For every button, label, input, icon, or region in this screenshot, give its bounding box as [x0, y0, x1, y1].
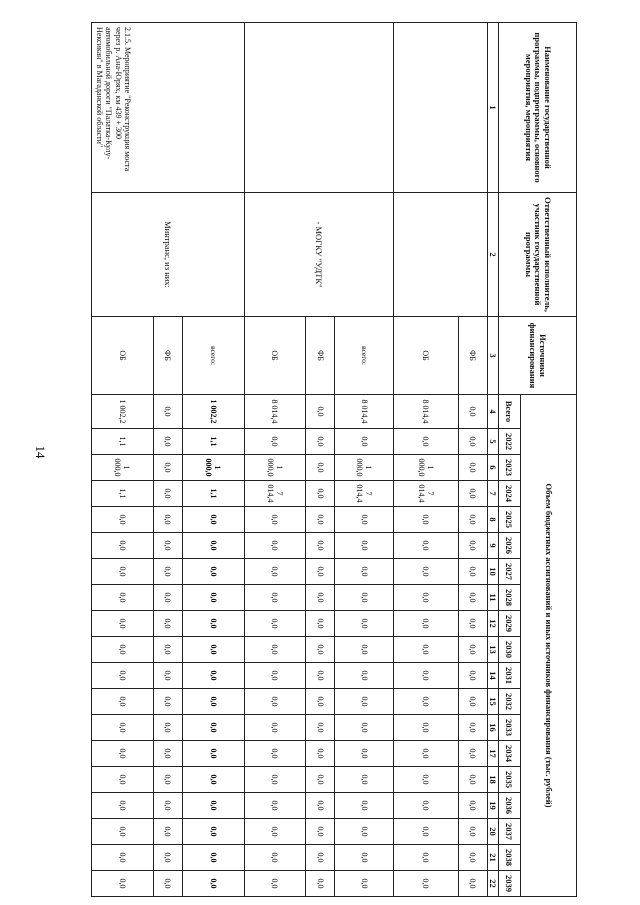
- header-responsible: Ответственный исполнитель, участник государственной программы: [499, 193, 577, 317]
- year-value: 0,0: [182, 715, 244, 741]
- funding-source: всего:: [335, 317, 393, 395]
- year-value: 0,0: [153, 663, 182, 689]
- column-number: 14: [488, 663, 499, 689]
- year-value: 0,0: [92, 715, 154, 741]
- year-value: 0,0: [306, 767, 335, 793]
- year-value: 0,0: [182, 689, 244, 715]
- year-value: 0,0: [306, 871, 335, 897]
- year-value: 0,0: [458, 507, 487, 533]
- year-value: 0,0: [153, 689, 182, 715]
- year-value: 0,0: [393, 429, 458, 455]
- year-value: 0,0: [393, 689, 458, 715]
- header-year: 2035: [499, 767, 521, 793]
- column-number: 10: [488, 559, 499, 585]
- year-value: 0,0: [153, 871, 182, 897]
- column-number: 3: [488, 317, 499, 395]
- year-value: 0,0: [458, 689, 487, 715]
- funding-source: ФБ: [458, 317, 487, 395]
- column-number: 8: [488, 507, 499, 533]
- column-number: 16: [488, 715, 499, 741]
- funding-source: всего:: [182, 317, 244, 395]
- year-value: 0,0: [458, 793, 487, 819]
- year-value: 0,0: [153, 533, 182, 559]
- year-value: 1 000,0: [393, 455, 458, 481]
- year-value: 0,0: [393, 663, 458, 689]
- year-value: 0,0: [393, 819, 458, 845]
- year-value: 0,0: [182, 611, 244, 637]
- total-value: 0,0: [306, 395, 335, 429]
- page-number: 14: [33, 445, 48, 459]
- header-year: 2023: [499, 455, 521, 481]
- year-value: 0,0: [335, 507, 393, 533]
- year-value: 0,0: [306, 663, 335, 689]
- header-year: 2036: [499, 793, 521, 819]
- year-value: 0,0: [335, 637, 393, 663]
- header-year: 2031: [499, 663, 521, 689]
- year-value: 1 000,0: [244, 455, 306, 481]
- responsible-executor: [393, 193, 487, 317]
- year-value: 0,0: [306, 585, 335, 611]
- year-value: 0,0: [182, 637, 244, 663]
- total-value: 8 014,4: [244, 395, 306, 429]
- year-value: 0,0: [92, 741, 154, 767]
- year-value: 0,0: [92, 637, 154, 663]
- header-year: 2039: [499, 871, 521, 897]
- funding-source: ФБ: [153, 317, 182, 395]
- year-value: 0,0: [458, 741, 487, 767]
- funding-source: ФБ: [306, 317, 335, 395]
- year-value: 0,0: [335, 845, 393, 871]
- year-value: 0,0: [306, 533, 335, 559]
- year-value: 0,0: [244, 767, 306, 793]
- year-value: 0,0: [458, 585, 487, 611]
- year-value: 0,0: [182, 741, 244, 767]
- column-number: 17: [488, 741, 499, 767]
- activity-name: [244, 23, 393, 193]
- year-value: 0,0: [306, 507, 335, 533]
- total-value: 8 014,4: [335, 395, 393, 429]
- year-value: 0,0: [244, 871, 306, 897]
- year-value: 0,0: [458, 715, 487, 741]
- year-value: 0,0: [153, 507, 182, 533]
- total-value: 1 002,2: [182, 395, 244, 429]
- table-row: [458, 23, 487, 897]
- year-value: 0,0: [92, 793, 154, 819]
- year-value: 0,0: [393, 871, 458, 897]
- year-value: 0,0: [393, 793, 458, 819]
- rotated-table-canvas: [91, 22, 577, 896]
- column-number: 11: [488, 585, 499, 611]
- year-value: 0,0: [335, 741, 393, 767]
- header-year: 2034: [499, 741, 521, 767]
- year-value: 0,0: [244, 741, 306, 767]
- table-row: [182, 23, 244, 897]
- year-value: 0,0: [153, 429, 182, 455]
- header-year: 2026: [499, 533, 521, 559]
- year-value: 0,0: [306, 455, 335, 481]
- funding-source: ОБ: [92, 317, 154, 395]
- year-value: 0,0: [306, 845, 335, 871]
- year-value: 0,0: [306, 559, 335, 585]
- year-value: 1,1: [92, 429, 154, 455]
- year-value: 0,0: [306, 689, 335, 715]
- column-number: 1: [488, 23, 499, 193]
- year-value: 1 000,0: [335, 455, 393, 481]
- activity-name: 2.1.5. Мероприятие "Реконструкция моста через р. Ана-Юрях, км 439 + 300 автомобильной дороги "Палатка-Кулу-Нексикан" в Магаданской области": [92, 23, 245, 193]
- year-value: 0,0: [458, 429, 487, 455]
- header-year: 2029: [499, 611, 521, 637]
- column-number: 13: [488, 637, 499, 663]
- column-number: 7: [488, 481, 499, 507]
- header-year: 2022: [499, 429, 521, 455]
- funding-source: ОБ: [244, 317, 306, 395]
- year-value: 0,0: [153, 819, 182, 845]
- year-value: 0,0: [153, 793, 182, 819]
- activity-name: [393, 23, 487, 193]
- year-value: 0,0: [244, 689, 306, 715]
- header-source: Источники финансирования: [499, 317, 577, 395]
- year-value: 0,0: [393, 741, 458, 767]
- year-value: 0,0: [244, 637, 306, 663]
- year-value: 0,0: [92, 507, 154, 533]
- year-value: 0,0: [182, 767, 244, 793]
- year-value: 1,1: [182, 429, 244, 455]
- year-value: 0,0: [153, 585, 182, 611]
- year-value: 0,0: [335, 715, 393, 741]
- year-value: 0,0: [244, 663, 306, 689]
- year-value: 0,0: [244, 507, 306, 533]
- column-number: 22: [488, 871, 499, 897]
- year-value: 0,0: [244, 819, 306, 845]
- year-value: 0,0: [306, 611, 335, 637]
- year-value: 0,0: [458, 481, 487, 507]
- year-value: 0,0: [335, 663, 393, 689]
- year-value: 0,0: [244, 793, 306, 819]
- year-value: 7 014,4: [393, 481, 458, 507]
- year-value: 0,0: [393, 533, 458, 559]
- year-value: 0,0: [335, 585, 393, 611]
- year-value: 0,0: [92, 871, 154, 897]
- year-value: 0,0: [153, 767, 182, 793]
- year-value: 0,0: [306, 429, 335, 455]
- year-value: 0,0: [335, 611, 393, 637]
- responsible-executor: - МОГКУ "УДТК": [244, 193, 393, 317]
- year-value: 7 014,4: [335, 481, 393, 507]
- year-value: 0,0: [92, 559, 154, 585]
- year-value: 0,0: [182, 871, 244, 897]
- year-value: 0,0: [92, 819, 154, 845]
- year-value: 0,0: [182, 559, 244, 585]
- header-year: 2028: [499, 585, 521, 611]
- year-value: 0,0: [393, 585, 458, 611]
- column-number: 20: [488, 819, 499, 845]
- year-value: 0,0: [458, 819, 487, 845]
- year-value: 0,0: [244, 559, 306, 585]
- year-value: 1,1: [92, 481, 154, 507]
- header-year: 2037: [499, 819, 521, 845]
- year-value: 1 000,0: [182, 455, 244, 481]
- header-year: 2038: [499, 845, 521, 871]
- year-value: 0,0: [182, 793, 244, 819]
- header-year: 2027: [499, 559, 521, 585]
- column-number: 9: [488, 533, 499, 559]
- year-value: 0,0: [153, 455, 182, 481]
- year-value: 0,0: [182, 819, 244, 845]
- year-value: 0,0: [306, 481, 335, 507]
- year-value: 0,0: [458, 845, 487, 871]
- year-value: 0,0: [306, 741, 335, 767]
- year-value: 0,0: [458, 611, 487, 637]
- year-value: 0,0: [92, 585, 154, 611]
- column-number: 4: [488, 395, 499, 429]
- year-value: 1,1: [182, 481, 244, 507]
- header-year: 2030: [499, 637, 521, 663]
- year-value: 0,0: [335, 429, 393, 455]
- year-value: 0,0: [393, 845, 458, 871]
- year-value: 0,0: [335, 793, 393, 819]
- year-value: 0,0: [92, 845, 154, 871]
- year-value: 0,0: [92, 689, 154, 715]
- year-value: 0,0: [393, 559, 458, 585]
- year-value: 0,0: [393, 507, 458, 533]
- header-year: 2033: [499, 715, 521, 741]
- year-value: 0,0: [306, 793, 335, 819]
- header-total: Всего: [499, 395, 521, 429]
- header-volume: Объем бюджетных ассигнований и иных источников финансирования (тыс. рублей): [521, 395, 577, 897]
- year-value: 0,0: [244, 845, 306, 871]
- year-value: 0,0: [92, 611, 154, 637]
- year-value: 0,0: [153, 741, 182, 767]
- column-number: 2: [488, 193, 499, 317]
- year-value: 0,0: [393, 611, 458, 637]
- year-value: 0,0: [244, 715, 306, 741]
- year-value: 0,0: [393, 715, 458, 741]
- column-number: 19: [488, 793, 499, 819]
- year-value: 7 014,4: [244, 481, 306, 507]
- table-row: [335, 23, 393, 897]
- column-number: 15: [488, 689, 499, 715]
- total-value: 1 002,2: [92, 395, 154, 429]
- year-value: 0,0: [92, 663, 154, 689]
- year-value: 0,0: [244, 429, 306, 455]
- financing-table: [91, 22, 577, 897]
- funding-source: ОБ: [393, 317, 458, 395]
- year-value: 0,0: [92, 767, 154, 793]
- total-value: 8 014,4: [393, 395, 458, 429]
- year-value: 0,0: [393, 637, 458, 663]
- year-value: 0,0: [335, 689, 393, 715]
- year-value: 0,0: [153, 611, 182, 637]
- year-value: 1 000,0: [92, 455, 154, 481]
- year-value: 0,0: [306, 637, 335, 663]
- year-value: 0,0: [153, 637, 182, 663]
- year-value: 0,0: [458, 767, 487, 793]
- year-value: 0,0: [335, 871, 393, 897]
- year-value: 0,0: [335, 767, 393, 793]
- header-year: 2024: [499, 481, 521, 507]
- year-value: 0,0: [458, 871, 487, 897]
- year-value: 0,0: [182, 845, 244, 871]
- year-value: 0,0: [306, 715, 335, 741]
- year-value: 0,0: [306, 819, 335, 845]
- column-number: 6: [488, 455, 499, 481]
- year-value: 0,0: [244, 585, 306, 611]
- year-value: 0,0: [335, 819, 393, 845]
- year-value: 0,0: [153, 559, 182, 585]
- year-value: 0,0: [244, 611, 306, 637]
- header-year: 2032: [499, 689, 521, 715]
- responsible-executor: Минтранс, из них:: [92, 193, 245, 317]
- year-value: 0,0: [153, 481, 182, 507]
- year-value: 0,0: [335, 533, 393, 559]
- year-value: 0,0: [153, 715, 182, 741]
- year-value: 0,0: [153, 845, 182, 871]
- year-value: 0,0: [92, 533, 154, 559]
- column-number: 12: [488, 611, 499, 637]
- year-value: 0,0: [458, 663, 487, 689]
- header-year: 2025: [499, 507, 521, 533]
- header-name: Наименование государственной программы, подпрограммы, основного мероприятия, мероприятия: [499, 23, 577, 193]
- year-value: 0,0: [182, 663, 244, 689]
- total-value: 0,0: [458, 395, 487, 429]
- year-value: 0,0: [393, 767, 458, 793]
- column-number: 18: [488, 767, 499, 793]
- total-value: 0,0: [153, 395, 182, 429]
- year-value: 0,0: [458, 455, 487, 481]
- year-value: 0,0: [182, 585, 244, 611]
- year-value: 0,0: [182, 507, 244, 533]
- year-value: 0,0: [458, 559, 487, 585]
- year-value: 0,0: [244, 533, 306, 559]
- year-value: 0,0: [182, 533, 244, 559]
- column-number: 5: [488, 429, 499, 455]
- year-value: 0,0: [335, 559, 393, 585]
- year-value: 0,0: [458, 533, 487, 559]
- column-number: 21: [488, 845, 499, 871]
- year-value: 0,0: [458, 637, 487, 663]
